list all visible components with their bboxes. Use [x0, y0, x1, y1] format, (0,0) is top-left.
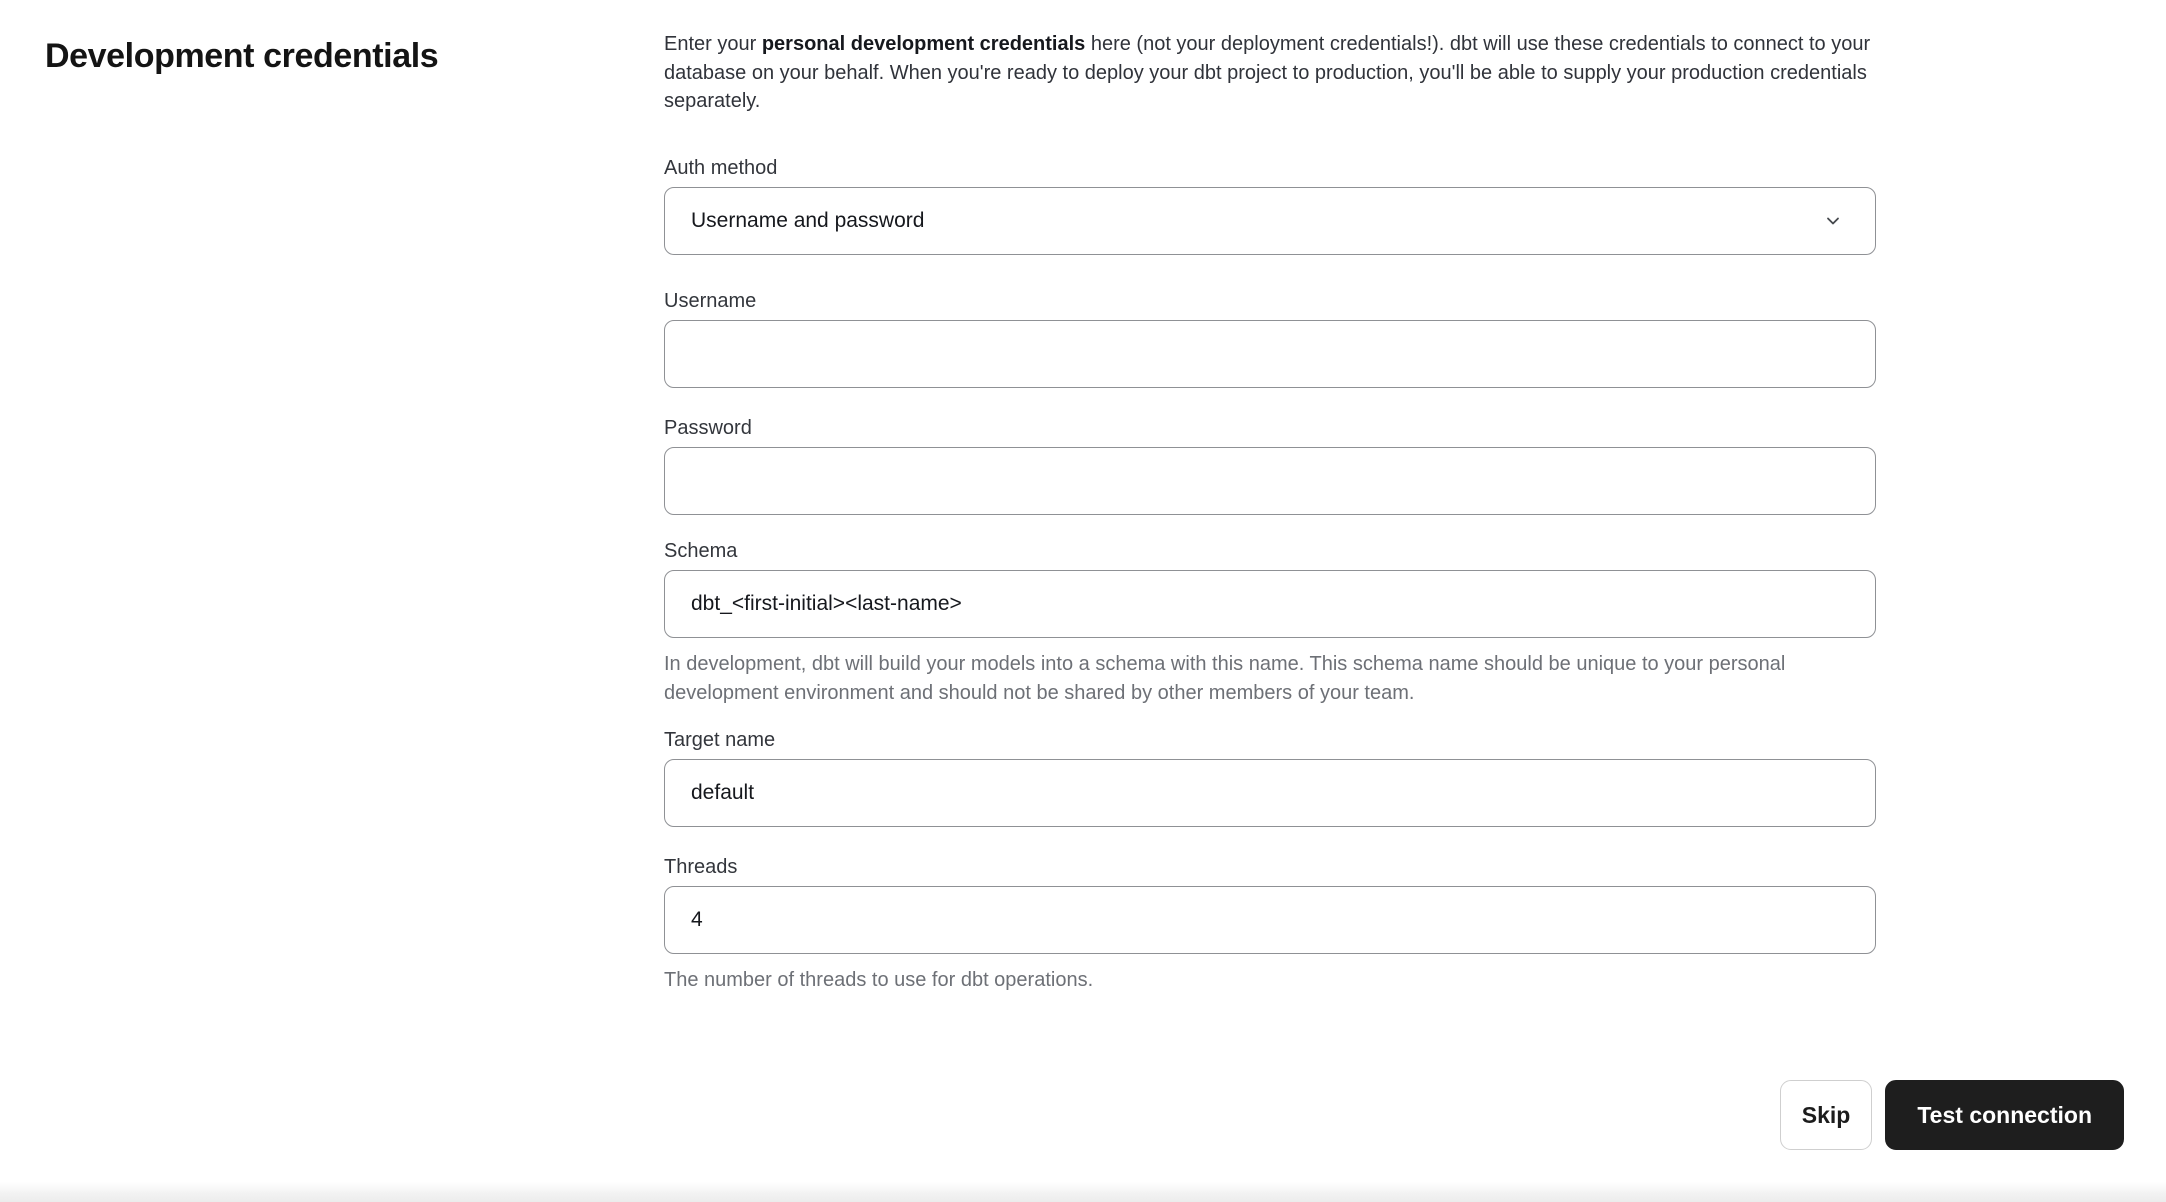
threads-input[interactable] — [664, 886, 1876, 954]
password-input[interactable] — [664, 447, 1876, 515]
auth-method-label: Auth method — [664, 156, 778, 179]
test-connection-button[interactable]: Test connection — [1885, 1080, 2124, 1150]
schema-field — [664, 539, 1876, 708]
username-input[interactable] — [664, 320, 1876, 388]
schema-help-text: In development, dbt will build your models into a schema with this name. This schema name should be unique to your personal development environment and should not be shared by other members of your team. — [664, 652, 1786, 704]
target-name-field — [664, 728, 1876, 827]
target-name-input[interactable] — [664, 759, 1876, 827]
auth-method-select[interactable] — [664, 187, 1876, 255]
action-buttons — [1780, 1080, 2124, 1150]
auth-method-field — [664, 156, 1876, 255]
page-title: Development credentials — [45, 37, 439, 75]
schema-label: Schema — [664, 539, 738, 562]
threads-field — [664, 855, 1876, 995]
target-name-label: Target name — [664, 728, 776, 751]
intro-paragraph — [664, 30, 1876, 116]
auth-method-selected-value: Username and password — [691, 208, 925, 232]
intro-text-suffix: here (not your deployment credentials!). dbt will use these credentials to connect to your database on your behalf. When you're ready to deploy your dbt project to production, you'll be able to supply your production credentials separately. — [664, 33, 1871, 112]
intro-text-prefix: Enter your — [664, 33, 762, 55]
skip-button[interactable]: Skip — [1780, 1080, 1873, 1150]
intro-text-bold: personal development credentials — [761, 33, 1086, 55]
username-field — [664, 289, 1876, 388]
threads-help-text: The number of threads to use for dbt operations. — [664, 968, 1094, 991]
password-label: Password — [664, 416, 752, 439]
threads-label: Threads — [664, 855, 738, 878]
credentials-form — [664, 30, 1876, 995]
bottom-edge-shadow — [0, 1182, 2166, 1202]
chevron-down-icon — [1823, 211, 1843, 231]
schema-input[interactable] — [664, 570, 1876, 638]
username-label: Username — [664, 289, 757, 312]
password-field — [664, 416, 1876, 515]
